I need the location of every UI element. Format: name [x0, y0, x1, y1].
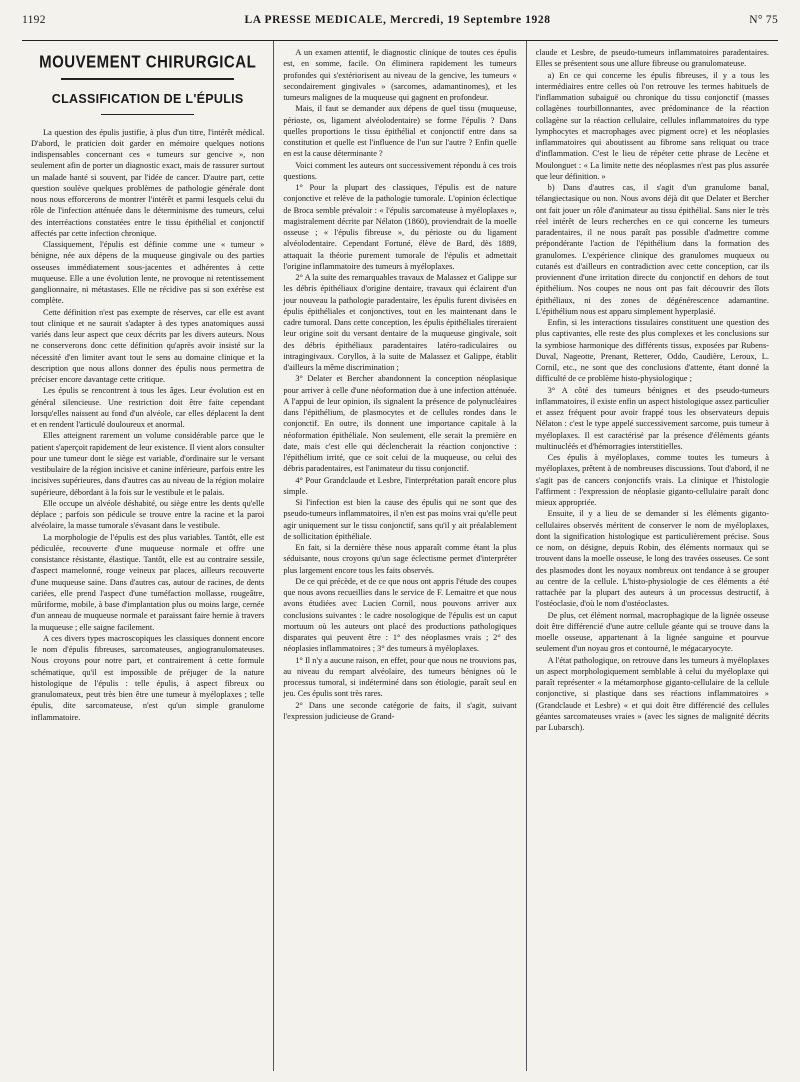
paragraph: A ces divers types macroscopiques les classiques donnent encore le nom d'épulis fibreuses, sarcomateuses, angiogranulomateuses. Nous croyons pour notre part, et contrairement à cette formule schématique, qu'il est impossible de préjuger de la nature histologique de l'épulis : telle épulis, à aspect fibreux ou granulomateux, peut très bien être une tumeur à myéloplaxes ; telle épulis, dite sarcomateuse, n'est qu'un simple granulome inflammatoire.: [31, 633, 265, 722]
paragraph: Elle occupe un alvéole déshabité, ou siège entre les dents qu'elle déplace ; parfois son pédicule se trouve entre la racine et la paroi alvéolaire, la masse tumorale s'évasant dans le vestibule.: [31, 498, 265, 531]
paragraph: 3° Delater et Bercher abandonnent la conception néoplasique pour arriver à celle d'une néoformation due à une infection atténuée. A l'appui de leur opinion, ils signalent la présence de polynucléaires dans l'épithélium, de plasmocytes et de cellules rondes dans le conjonctif. En outre, ils donnent une importance capitale à la néoformation épithéliale. Non seulement, elle serait la première en date, mais c'est elle qui déclencherait la réaction conjonctive : l'épithélium irrité, que ce soit celui de la muqueuse, ou celui des débris paradentaires, est l'animateur du tissu conjonctif.: [283, 374, 517, 474]
paragraph: Enfin, si les interactions tissulaires constituent une question des plus captivantes, elle reste des plus complexes et les conclusions sur la symbiose harmonique des différents tissus, exposées par Rubens-Duval, Nageotte, Prenant, Retterer, Oddo, Caudière, Leroux, L. Cornil, etc., ne sont que des conclusions d'attente, étant donné la difficulté de ce problème histo-physiologique ;: [535, 318, 769, 384]
paragraph: Classiquement, l'épulis est définie comme une « tumeur » bénigne, née aux dépens de la muqueuse gingivale ou des parties osseuses immédiatement sous-jacentes et adhérentes à cette muqueuse. Elle a une évolution lente, ne provoque ni retentissement ganglionnaire, ni métastases. Elle ne récidive pas si son exérèse est complète.: [31, 240, 265, 306]
paragraph: A un examen attentif, le diagnostic clinique de toutes ces épulis est, en somme, facile. On éliminera rapidement les tumeurs profondes qui s'extériorisent au niveau de la gencive, les tumeurs « secondairement gingivales » (sarcomes, adamantinomes), et les tumeurs malignes de la muqueuse qui gagnent en profondeur.: [283, 48, 517, 102]
paragraph: De ce qui précède, et de ce que nous ont appris l'étude des coupes que nous avons recueillies dans le service de F. Lemaitre et que nous avons étudiées avec Lucien Cornil, nous pouvons arriver aux conclusions suivantes : le cadre nosologique de l'épulis est un caput mortuum où les auteurs ont placé des productions pathologiques disparates qui peuvent être : 1° des néoplasmes vrais ; 2° des néoplasies inflammatoires ; 3° des tumeurs à myéloplaxes.: [283, 576, 517, 654]
paragraph: Voici comment les auteurs ont successivement répondu à ces trois questions.: [283, 160, 517, 181]
paragraph: claude et Lesbre, de pseudo-tumeurs inflammatoires paradentaires. Elles se présentent sous une allure fibreuse ou granulomateuse.: [535, 48, 769, 69]
title-rule: [101, 114, 194, 115]
page-number: 1192: [22, 14, 46, 26]
column-2: [273, 41, 525, 1071]
section-rule: [61, 78, 234, 80]
paragraph: 2° Dans une seconde catégorie de faits, il s'agit, suivant l'expression judicieuse de Grand-: [283, 700, 517, 721]
paragraph: b) Dans d'autres cas, il s'agit d'un granulome banal, télangiectasique ou non. Nous avons déjà dit que Delater et Bercher ont fait jouer un rôle d'animateur au tissu épithélial. Sans nier le très réel intérêt de leurs recherches en ce qui concerne les tumeurs paradentaires, il ne nous paraît pas possible d'admettre comme prépondérante l'action de l'épithélium dans la formation des granulomes. L'expérience clinique des granulomes muqueux ou cutanés est d'ailleurs en contradiction avec cette conception, car ils proviennent d'une irritation directe du conjonctif en dehors de tout épithélium. Nos coupes ne nous ont pas fait découvrir des îlots épithéliaux, ni des zones de dégénérescence adamantine. L'épithélium nous est apparu simplement hyperplasié.: [535, 183, 769, 316]
column-3: [526, 41, 778, 1071]
paragraph: La morphologie de l'épulis est des plus variables. Tantôt, elle est pédiculée, recouverte d'une muqueuse normale et offre une consistance résistante, élastique. Tantôt, elle est au contraire sessile, d'aspect mamelonné, rouge veineux par places, ailleurs recouverte d'une muqueuse saine. Dans d'autres cas, autour de racines, de dents cariées, elle prend l'aspect d'une tuméfaction mollasse, rougeâtre, mûriforme, mobile, à base d'implantation plus ou moins large, cernée d'un anneau de muqueuse normale et paraissant faire hernie à travers la muqueuse ; elle saigne facilement.: [31, 532, 265, 632]
paragraph: Ces épulis à myéloplaxes, comme toutes les tumeurs à myéloplaxes, prêtent à de nombreuses discussions. Tout d'abord, il ne s'agit pas de cancers conjonctifs vrais. La clinique et l'histologie l'affirment : l'expression de néoplasie giganto-cellulaire paraît donc mieux appropriée.: [535, 453, 769, 507]
paragraph: a) En ce qui concerne les épulis fibreuses, il y a tous les intermédiaires entre celles où l'on retrouve les termes habituels de l'inflammation subaiguë ou chronique du tissu conjonctif (masses collagènes tourbillonnantes, avec prédominance de la réaction collagène sur la réaction cellulaire, cellules inflammatoires du type lymphocytes et macrophages avec pigment ocre) et les néoplasies inflammatoires qui aboutissent au fibrome sans reliquat ou trace d'inflammation. C'est le lieu de répéter cette phrase de Lecène et Moulonguet : « La limite nette des néoplasmes n'est pas plus assurée que leur définition. »: [535, 70, 769, 181]
journal-title: LA PRESSE MEDICALE, Mercredi, 19 Septembre 1928: [244, 14, 551, 26]
section-heading: MOUVEMENT CHIRURGICAL: [39, 52, 257, 73]
text-columns: [22, 41, 778, 1071]
issue-number: N° 75: [749, 14, 778, 26]
paragraph: Si l'infection est bien la cause des épulis qui ne sont que des pseudo-tumeurs inflammatoires, il n'en est pas moins vrai qu'elle peut agir uniquement sur le tissu conjonctif, sans qu'il y ait préalablement de sollicitation épithéliale.: [283, 498, 517, 541]
paragraph: Mais, il faut se demander aux dépens de quel tissu (muqueuse, périoste, os, ligament alvéolodentaire) se forme l'épulis ? Dans quelles proportions le tissu épithélial et conjonctif entre dans sa constitution et quelle est l'influence de l'un sur l'autre ? Enfin quelle en est la cause déterminante ?: [283, 104, 517, 159]
column-1: [22, 41, 273, 1071]
paragraph: La question des épulis justifie, à plus d'un titre, l'intérêt médical. D'abord, le praticien doit garder en mémoire quelques notions indispensables concernant ces « tumeurs sur gencive », non seulement afin de porter un diagnostic exact, mais de rassurer surtout un malade hanté si souvent, par l'idée de cancer. D'autre part, cette question soulève quelques problèmes de pathologie générale dont nous nous efforcerons de montrer l'intérêt et parmi lesquels celui du rôle de l'infection atténuée dans le déterminisme des tumeurs, celui des interréactions constatées entre le tissu épithélial et conjonctif affectés par cette infection chronique.: [31, 127, 265, 238]
paragraph: 4° Pour Grandclaude et Lesbre, l'interprétation paraît encore plus simple.: [283, 475, 517, 496]
paragraph: 1° Il n'y a aucune raison, en effet, pour que nous ne trouvions pas, au niveau du rempart alvéolaire, des tumeurs bénignes où le processus tumoral, si indéterminé dans son étiologie, paraît seul en jeu. Ces épulis sont très rares.: [283, 655, 517, 699]
paragraph: Les épulis se rencontrent à tous les âges. Leur évolution est en général silencieuse. Une restriction doit être faite cependant lorsqu'elles naissent au fond d'un alvéole, car elles déplacent la dent et en rendent l'articulé douloureux et anormal.: [31, 386, 265, 429]
paragraph: Elles atteignent rarement un volume considérable parce que le patient s'aperçoit rapidement de leur existence. Il vient alors consulter pour une tumeur dont le siège est variable, d'ordinaire sur le versant vestibulaire de la région incisive et canine inférieure, parfois entre les incisives supérieures, dans d'autres cas au niveau de la région molaire supérieure, débordant à la fois sur le vestibule et le palais.: [31, 431, 265, 497]
paragraph: 1° Pour la plupart des classiques, l'épulis est de nature conjonctive et relève de la pathologie tumorale. L'opinion éclectique de Broca semble prévaloir : « l'épulis sarcomateuse à myéloplaxes », magistralement décrite par Nélaton (1860), proviendrait de la moelle osseuse ; « l'épulis fibreuse », du périoste ou du ligament alvéolodentaire. Cependant Fortuné, élève de Bard, dès 1889, attaquait la théorie purement tumorale de l'épulis et admettait l'origine inflammatoire des tumeurs à myéloplaxes.: [283, 183, 517, 271]
paragraph: 3° A côté des tumeurs bénignes et des pseudo-tumeurs inflammatoires, il existe enfin un aspect histologique assez particulier et assez fréquent pour avoir frappé tous les observateurs depuis Nélaton : c'est le type appelé successivement sarcome, puis tumeur à myéloplaxes. Il est caractérisé par la présence d'éléments géants multinucléés et d'hémorragies interstitielles.: [535, 385, 769, 451]
paragraph: 2° A la suite des remarquables travaux de Malassez et Galippe sur les débris épithéliaux d'origine dentaire, travaux qui éclairent d'un jour nouveau la pathologie paradentaire, les épulis furent divisées en épulis épithéliales et conjonctives, tout en les maintenant dans le cadre tumoral. Dans cette conception, les épulis épithéliales tireraient leur origine soit du versant dentaire de la muqueuse gingivale, soit des débris épithéliaux paradentaires latéro-radiculaires ou intragingivaux. Coryllos, à la suite de Malassez et Galippe, établit d'ailleurs la même discrimination ;: [283, 273, 517, 372]
paragraph: De plus, cet élément normal, macrophagique de la lignée osseuse doit être différencié d'une autre cellule géante qui se trouve dans la moelle osseuse, appartenant à la lignée sanguine et pourvue seulement d'un noyau gros et contourné, le mégacaryocyte.: [535, 610, 769, 654]
paragraph: A l'état pathologique, on retrouve dans les tumeurs à myéloplaxes un aspect morphologiquement semblable à celui du myéloplaxe qui paraît représenter « la métamorphose giganto-cellulaire de la cellule conjonctive, si plastique dans ses réactions inflammatoires » (Grandclaude et Lesbre) « et qui doit être différencié des cellules géantes sarcomateuses vraies » (avec les signes de malignité décrits par Lubarsch).: [535, 655, 769, 732]
paragraph: Ensuite, il y a lieu de se demander si les éléments giganto-cellulaires observés méritent de conserver le nom de myéloplaxes, dont la signification histologique est particulièrement précise. Sous ce nom, on désigne, depuis Robin, des éléments normaux qui se trouvent dans la moelle osseuse, le long des travées osseuses. Ce sont des plasmodes dont les noyaux nombreux ont tendance à se grouper au centre de la cellule. L'histo-physiologie de ces éléments a été rattachée par la plupart des auteurs à un processus destructif, à l'ostéoclasie, d'où le nom d'ostéoclastes.: [535, 509, 769, 609]
running-header: [22, 14, 778, 34]
paragraph: Cette définition n'est pas exempte de réserves, car elle est avant tout clinique et ne saurait s'adapter à des types anatomiques aussi variés dans leur aspect que ceux décrits par les divers auteurs. Nous ne conserverons donc cette définition qu'après avoir insisté sur la nécessité d'en limiter avant tout le sens au domaine clinique et la description que nous allons donner des épulis nous permettra de préciser encore davantage cette critique.: [31, 307, 265, 384]
paragraph: En fait, si la dernière thèse nous apparaît comme étant la plus séduisante, nous croyons qu'un sage éclectisme permet d'interpréter plus largement encore tous les faits observés.: [283, 543, 517, 575]
article-title: CLASSIFICATION DE L'ÉPULIS: [51, 92, 244, 107]
